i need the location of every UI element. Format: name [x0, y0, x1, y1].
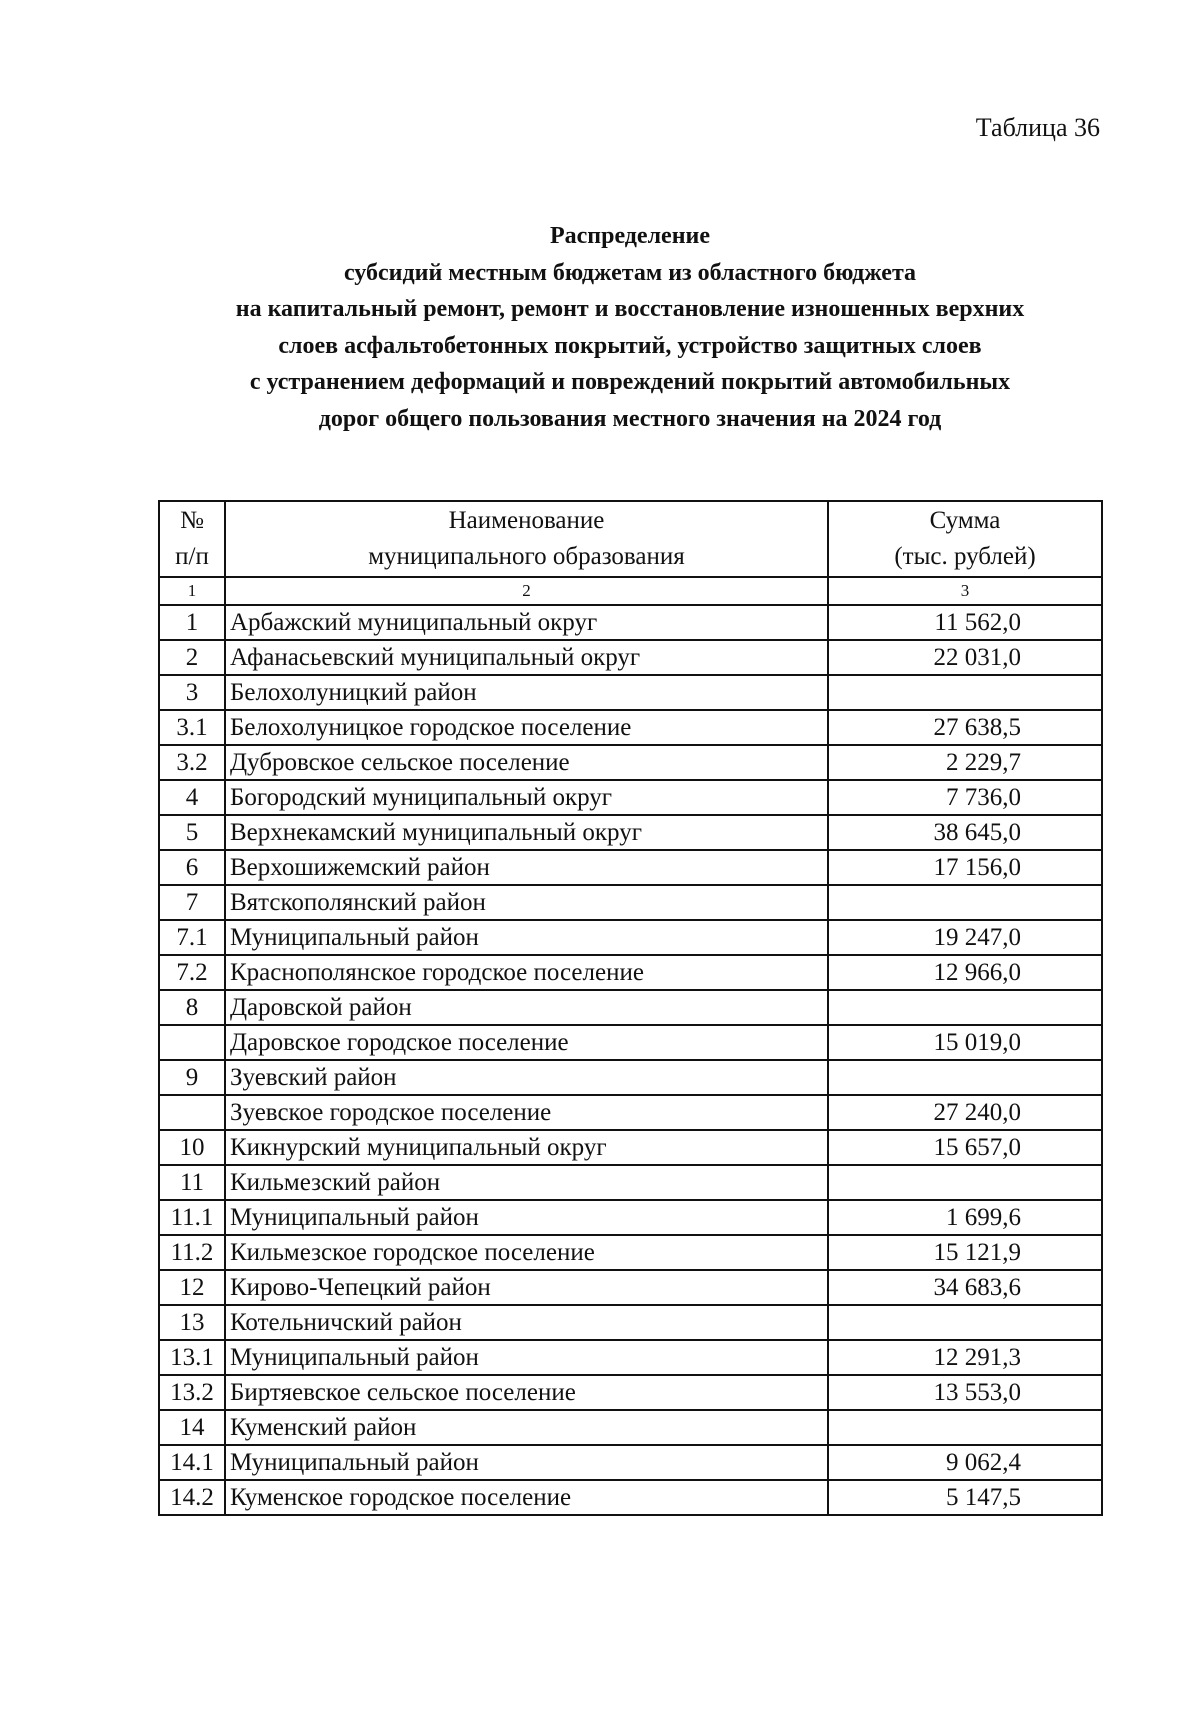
row-name: Верхошижемский район [225, 850, 828, 885]
header-sum-line2: (тыс. рублей) [894, 543, 1036, 570]
table-row [159, 990, 1102, 1025]
title-line: слоев асфальтобетонных покрытий, устройство защитных слоев [278, 332, 982, 359]
row-number: 1 [159, 605, 225, 640]
row-sum: 1 699,6 [828, 1200, 1102, 1235]
row-number: 13 [159, 1305, 225, 1340]
row-sum [828, 675, 1102, 710]
table-row [159, 1480, 1102, 1515]
row-name: Вятскополянский район [225, 885, 828, 920]
table-row [159, 710, 1102, 745]
table-row [159, 745, 1102, 780]
row-sum [828, 1060, 1102, 1095]
table-row [159, 1340, 1102, 1375]
table-row [159, 1165, 1102, 1200]
table-row [159, 1445, 1102, 1480]
row-sum: 13 553,0 [828, 1375, 1102, 1410]
table-row [159, 780, 1102, 815]
row-number: 7.2 [159, 955, 225, 990]
document-title [150, 218, 1110, 437]
table-row [159, 640, 1102, 675]
row-number: 6 [159, 850, 225, 885]
row-sum: 22 031,0 [828, 640, 1102, 675]
subsidy-table [158, 500, 1103, 1516]
row-name: Дубровское сельское поселение [225, 745, 828, 780]
row-sum: 2 229,7 [828, 745, 1102, 780]
row-number: 7 [159, 885, 225, 920]
table-row [159, 1130, 1102, 1165]
row-name: Краснополянское городское поселение [225, 955, 828, 990]
row-number: 2 [159, 640, 225, 675]
row-name: Муниципальный район [225, 920, 828, 955]
table-header-row [159, 501, 1102, 577]
row-number: 13.2 [159, 1375, 225, 1410]
row-name: Муниципальный район [225, 1200, 828, 1235]
row-name: Кильмезский район [225, 1165, 828, 1200]
row-number: 4 [159, 780, 225, 815]
row-sum: 9 062,4 [828, 1445, 1102, 1480]
title-line: Распределение [549, 223, 711, 249]
table-row [159, 815, 1102, 850]
table-row [159, 1200, 1102, 1235]
row-number: 3.2 [159, 745, 225, 780]
table-row [159, 1305, 1102, 1340]
table-row [159, 605, 1102, 640]
header-num-line1: № [180, 507, 204, 534]
header-sum-line1: Сумма [929, 507, 1001, 534]
row-number: 7.1 [159, 920, 225, 955]
row-name: Куменское городское поселение [225, 1480, 828, 1515]
title-line: с устранением деформаций и повреждений покрытий автомобильных [249, 369, 1011, 395]
row-name: Кильмезское городское поселение [225, 1235, 828, 1270]
row-sum: 11 562,0 [828, 605, 1102, 640]
row-number: 14 [159, 1410, 225, 1445]
row-name: Биртяевское сельское поселение [225, 1375, 828, 1410]
row-sum [828, 990, 1102, 1025]
title-line: на капитальный ремонт, ремонт и восстановление изношенных верхних [235, 296, 1025, 322]
column-index: 1 [159, 577, 225, 605]
table-body [159, 605, 1102, 1515]
row-name: Верхнекамский муниципальный округ [225, 815, 828, 850]
column-index: 3 [828, 577, 1102, 605]
row-sum: 34 683,6 [828, 1270, 1102, 1305]
row-name: Муниципальный район [225, 1340, 828, 1375]
row-sum [828, 1305, 1102, 1340]
title-line: субсидий местным бюджетам из областного бюджета [343, 259, 917, 286]
header-name [225, 501, 828, 577]
header-name-line2: муниципального образования [368, 543, 685, 570]
row-number [159, 1095, 225, 1130]
table-row [159, 885, 1102, 920]
row-sum: 27 638,5 [828, 710, 1102, 745]
row-sum: 5 147,5 [828, 1480, 1102, 1515]
row-number: 14.1 [159, 1445, 225, 1480]
row-sum: 15 019,0 [828, 1025, 1102, 1060]
row-name: Куменский район [225, 1410, 828, 1445]
row-number [159, 1025, 225, 1060]
column-index-row [159, 577, 1102, 605]
table-row [159, 1270, 1102, 1305]
row-sum: 19 247,0 [828, 920, 1102, 955]
row-sum: 27 240,0 [828, 1095, 1102, 1130]
row-name: Зуевское городское поселение [225, 1095, 828, 1130]
row-number: 11 [159, 1165, 225, 1200]
row-name: Афанасьевский муниципальный округ [225, 640, 828, 675]
header-sum [828, 501, 1102, 577]
row-sum [828, 1410, 1102, 1445]
table-row [159, 920, 1102, 955]
row-number: 8 [159, 990, 225, 1025]
row-name: Зуевский район [225, 1060, 828, 1095]
row-number: 3 [159, 675, 225, 710]
table-number-label: Таблица 36 [975, 113, 1100, 142]
row-name: Даровской район [225, 990, 828, 1025]
table-row [159, 955, 1102, 990]
header-name-line1: Наименование [448, 507, 605, 534]
table-row [159, 1235, 1102, 1270]
row-name: Даровское городское поселение [225, 1025, 828, 1060]
row-name: Котельничский район [225, 1305, 828, 1340]
row-number: 13.1 [159, 1340, 225, 1375]
row-number: 14.2 [159, 1480, 225, 1515]
row-name: Муниципальный район [225, 1445, 828, 1480]
row-name: Белохолуницкое городское поселение [225, 710, 828, 745]
row-sum: 12 966,0 [828, 955, 1102, 990]
row-sum: 12 291,3 [828, 1340, 1102, 1375]
table-row [159, 1095, 1102, 1130]
row-name: Белохолуницкий район [225, 675, 828, 710]
row-number: 11.2 [159, 1235, 225, 1270]
table-row [159, 1375, 1102, 1410]
row-sum [828, 885, 1102, 920]
table-row [159, 1060, 1102, 1095]
header-num [159, 501, 225, 577]
title-line: дорог общего пользования местного значения на 2024 год [318, 405, 942, 432]
row-sum: 17 156,0 [828, 850, 1102, 885]
row-sum: 7 736,0 [828, 780, 1102, 815]
table-row [159, 1025, 1102, 1060]
row-number: 3.1 [159, 710, 225, 745]
row-sum: 15 121,9 [828, 1235, 1102, 1270]
row-name: Кикнурский муниципальный округ [225, 1130, 828, 1165]
row-name: Богородский муниципальный округ [225, 780, 828, 815]
row-sum [828, 1165, 1102, 1200]
header-num-line2: п/п [175, 543, 209, 570]
table-row [159, 1410, 1102, 1445]
row-sum: 38 645,0 [828, 815, 1102, 850]
row-sum: 15 657,0 [828, 1130, 1102, 1165]
row-number: 12 [159, 1270, 225, 1305]
row-number: 11.1 [159, 1200, 225, 1235]
row-number: 10 [159, 1130, 225, 1165]
row-number: 5 [159, 815, 225, 850]
row-name: Кирово-Чепецкий район [225, 1270, 828, 1305]
table-row [159, 850, 1102, 885]
row-name: Арбажский муниципальный округ [225, 605, 828, 640]
column-index: 2 [225, 577, 828, 605]
table-row [159, 675, 1102, 710]
row-number: 9 [159, 1060, 225, 1095]
